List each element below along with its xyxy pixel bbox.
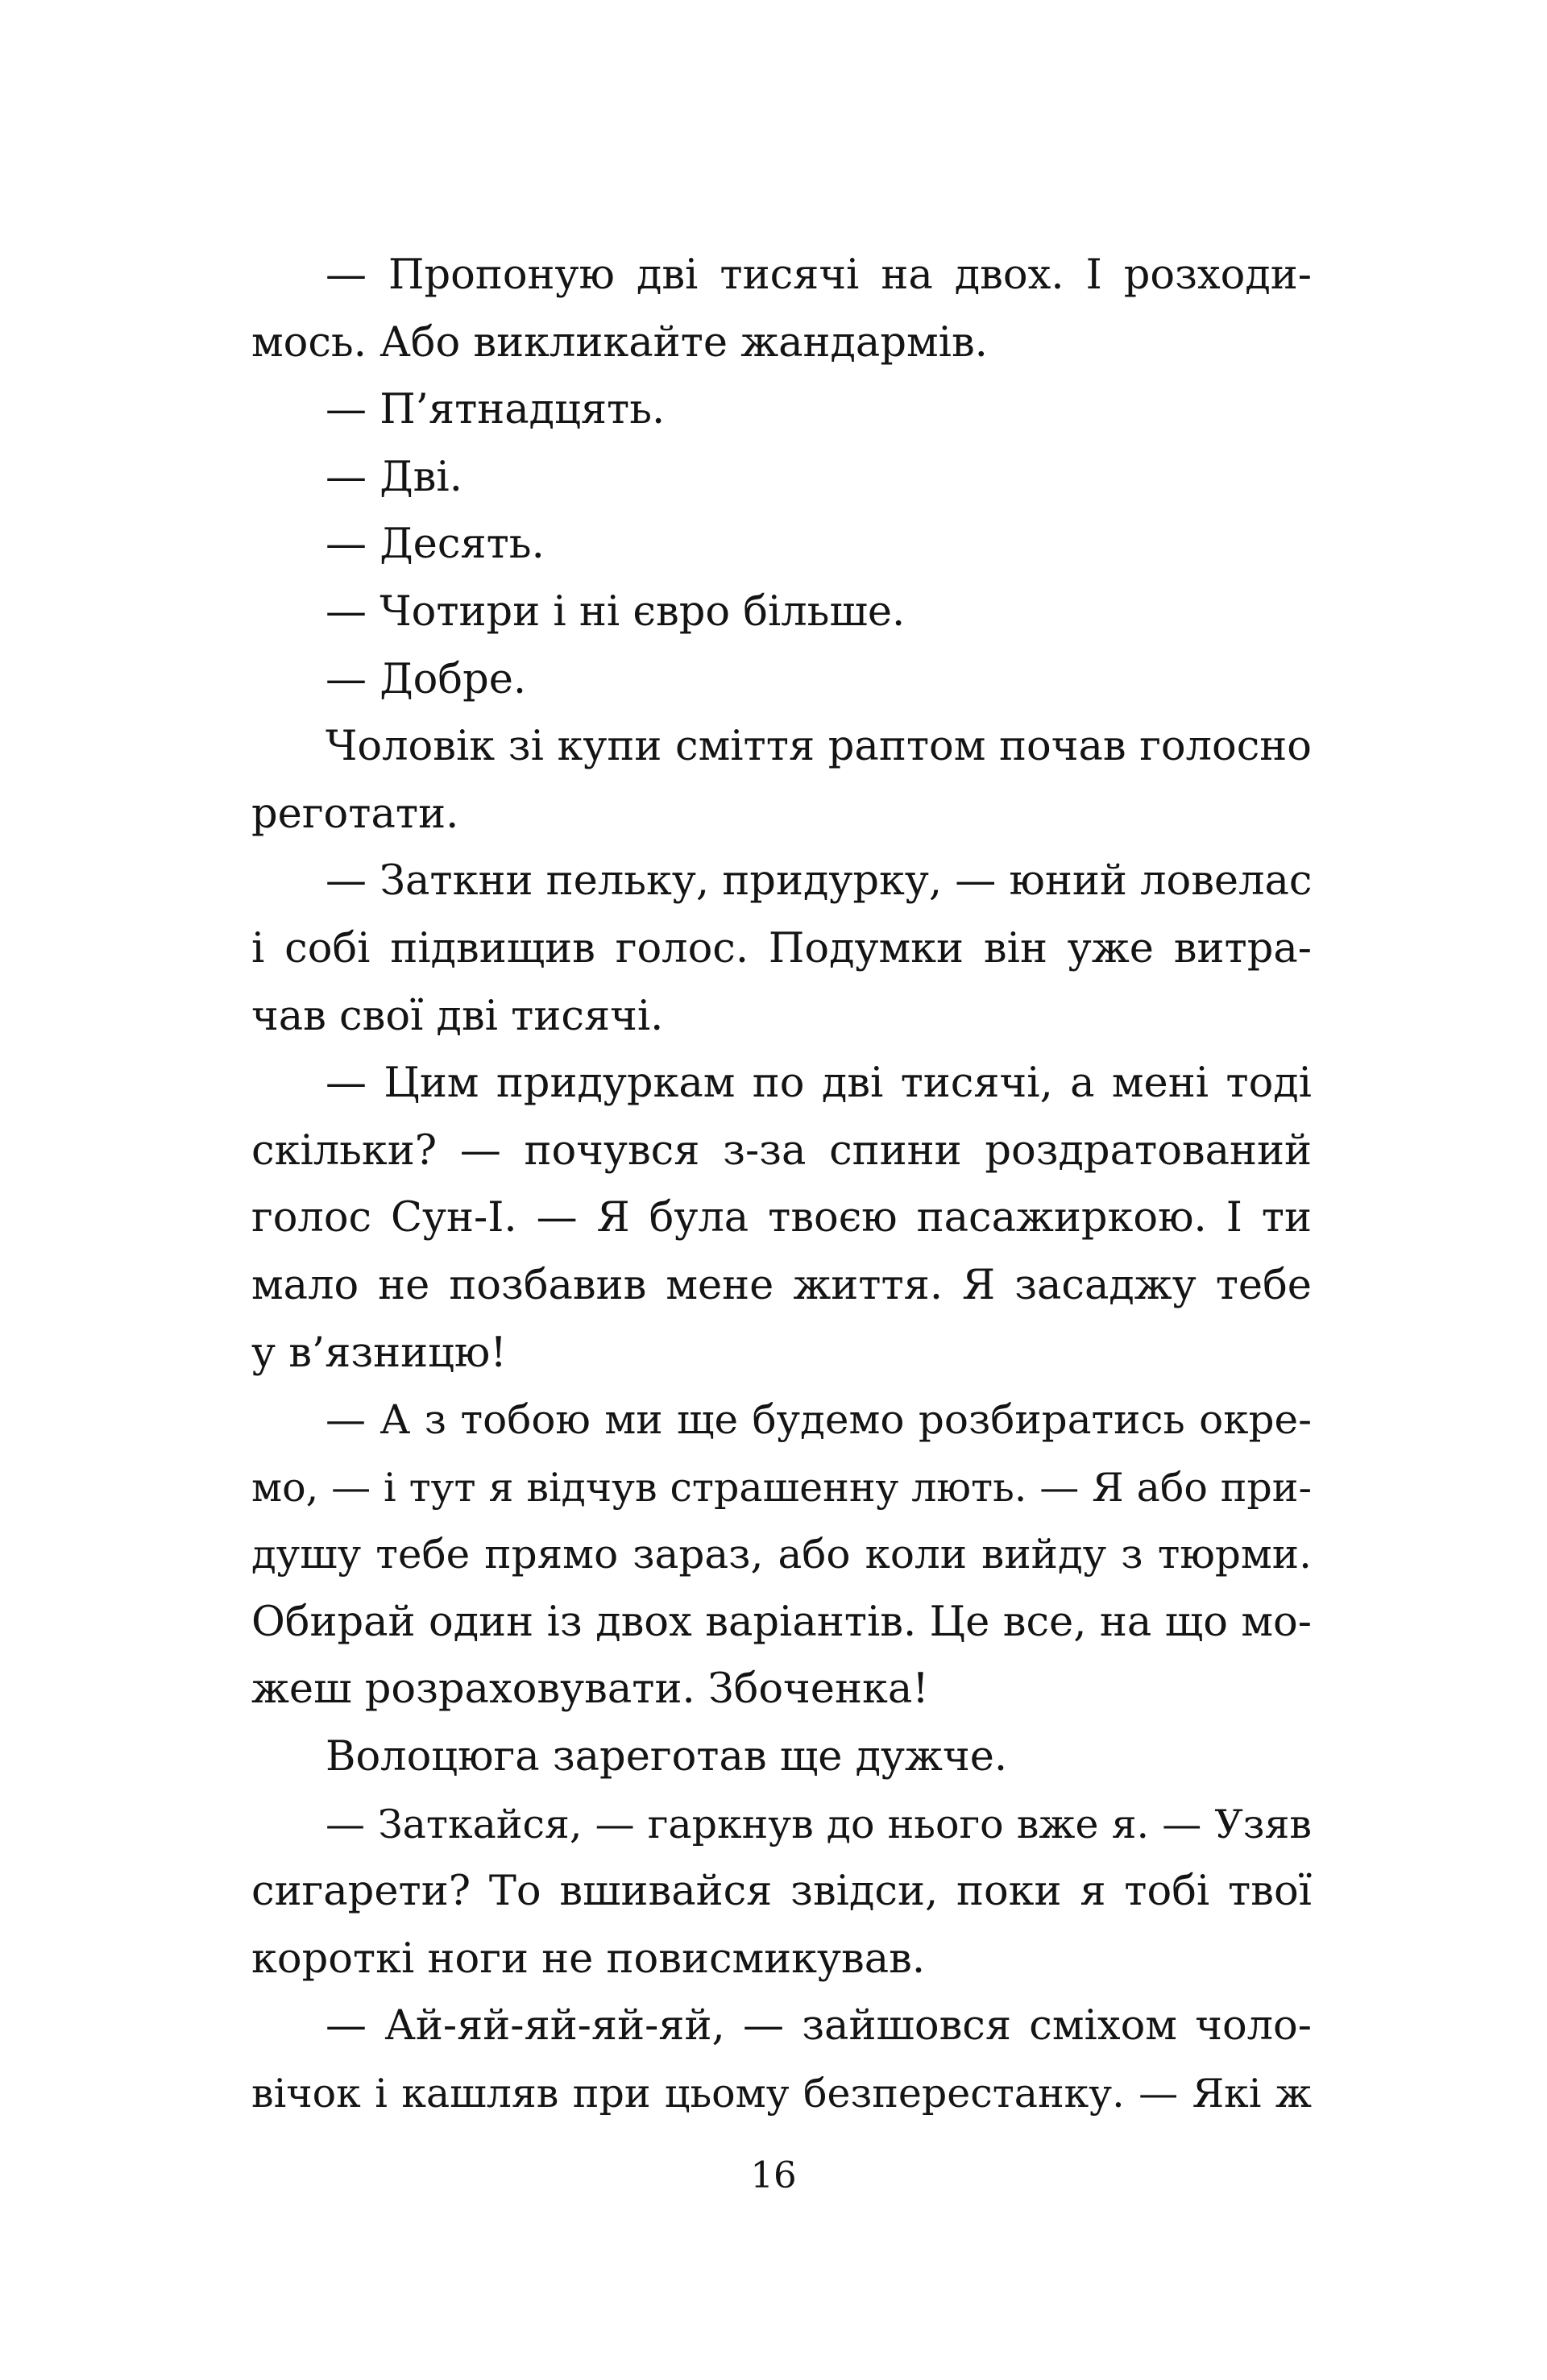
text-line: і собі підвищив голос. Подумки він уже витра-	[251, 924, 1312, 972]
text-line: — А з тобою ми ще будемо розбиратись окре-	[326, 1396, 1312, 1444]
text-line: вічок і кашляв при цьому безперестанку. — Які ж	[251, 2071, 1312, 2117]
text-line: мось. Або викликайте жандармів.	[251, 318, 988, 367]
text-line: — Десять.	[326, 520, 545, 569]
text-line: — Цим придуркам по дві тисячі, а мені тоді	[326, 1059, 1312, 1108]
text-line: чав свої дві тисячі.	[251, 992, 664, 1040]
text-line: — Ай-яй-яй-яй-яй, — зайшовся сміхом чоло-	[326, 2002, 1312, 2050]
text-line: короткі ноги не повисмикував.	[251, 1934, 926, 1983]
text-line: — Заткайся, — гаркнув до нього вже я. — Узяв	[326, 1801, 1312, 1847]
text-line: реготати.	[251, 790, 459, 838]
text-line: — П’ятнадцять.	[326, 386, 666, 434]
text-line: — Пропоную дві тисячі на двох. І розходи-	[326, 251, 1312, 299]
page-body-text	[251, 242, 1312, 2128]
text-line: мо, — і тут я відчув страшенну лють. — Я або при-	[251, 1464, 1312, 1511]
text-line: мало не позбавив мене життя. Я засаджу тебе	[251, 1261, 1312, 1309]
text-line: Чоловік зі купи сміття раптом почав голосно	[326, 723, 1312, 771]
text-line: Волоцюга зареготав ще дужче.	[326, 1733, 1008, 1781]
text-line: — Добре.	[326, 655, 527, 703]
text-line: Обирай один із двох варіантів. Це все, на що мо-	[251, 1598, 1312, 1646]
text-line: скільки? — почувся з-за спини роздратований	[251, 1126, 1312, 1175]
text-line: жеш розраховувати. Збоченка!	[251, 1665, 929, 1714]
text-line: сигарети? То вшивайся звідси, поки я тобі твої	[251, 1868, 1312, 1916]
text-line: голос Сун-І. — Я була твоєю пасажиркою. І ти	[251, 1194, 1312, 1242]
text-line: — Чотири і ні євро більше.	[326, 587, 906, 636]
text-line: — Дві.	[326, 453, 462, 501]
text-line: душу тебе прямо зараз, або коли вийду з тюрми.	[251, 1531, 1312, 1578]
text-line: у в’язницю!	[251, 1329, 507, 1377]
page-number: 16	[750, 2154, 797, 2196]
text-line: — Заткни пельку, придурку, — юний ловелас	[326, 857, 1313, 906]
